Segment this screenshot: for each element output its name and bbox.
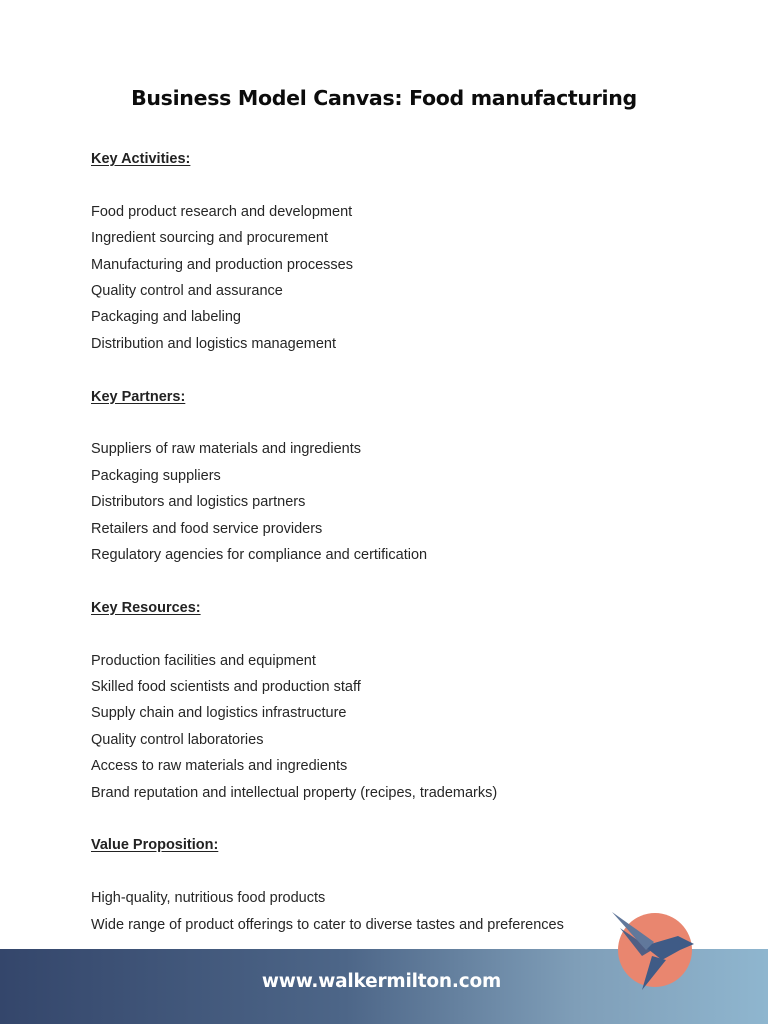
list-item: Packaging and labeling	[91, 309, 241, 326]
list-item: Quality control laboratories	[91, 731, 264, 748]
list-item: Production facilities and equipment	[91, 652, 316, 669]
section-heading-key-activities: Key Activities:	[91, 151, 191, 167]
list-item: Access to raw materials and ingredients	[91, 758, 348, 775]
document-title: Business Model Canvas: Food manufacturing	[131, 86, 637, 110]
list-item: Suppliers of raw materials and ingredients	[91, 441, 361, 458]
list-item: Quality control and assurance	[91, 283, 283, 300]
key-resources-list	[91, 648, 691, 806]
list-item: Brand reputation and intellectual property (recipes, trademarks)	[91, 784, 498, 801]
list-item: Wide range of product offerings to cater to diverse tastes and preferences	[91, 916, 564, 933]
list-item: High-quality, nutritious food products	[91, 890, 326, 907]
section-heading-key-partners: Key Partners:	[91, 388, 186, 405]
list-item: Food product research and development	[91, 203, 353, 220]
list-item: Skilled food scientists and production staff	[91, 679, 361, 696]
list-item: Supply chain and logistics infrastructure	[91, 705, 347, 722]
list-item: Packaging suppliers	[91, 467, 221, 484]
list-item: Distribution and logistics management	[91, 335, 337, 352]
list-item: Distributors and logistics partners	[91, 494, 306, 511]
document-body	[91, 146, 691, 964]
value-proposition-list	[91, 885, 691, 938]
key-partners-list	[91, 436, 691, 568]
key-activities-list	[91, 199, 691, 357]
bird-logo-icon	[608, 906, 698, 996]
footer-website-link[interactable]: www.walkermilton.com	[261, 971, 502, 992]
list-item: Regulatory agencies for compliance and certification	[91, 547, 428, 564]
list-item: Manufacturing and production processes	[91, 256, 353, 273]
list-item: Retailers and food service providers	[91, 520, 323, 537]
list-item: Ingredient sourcing and procurement	[91, 230, 328, 247]
section-heading-value-proposition: Value Proposition:	[91, 837, 219, 854]
section-heading-key-resources: Key Resources:	[91, 599, 201, 616]
